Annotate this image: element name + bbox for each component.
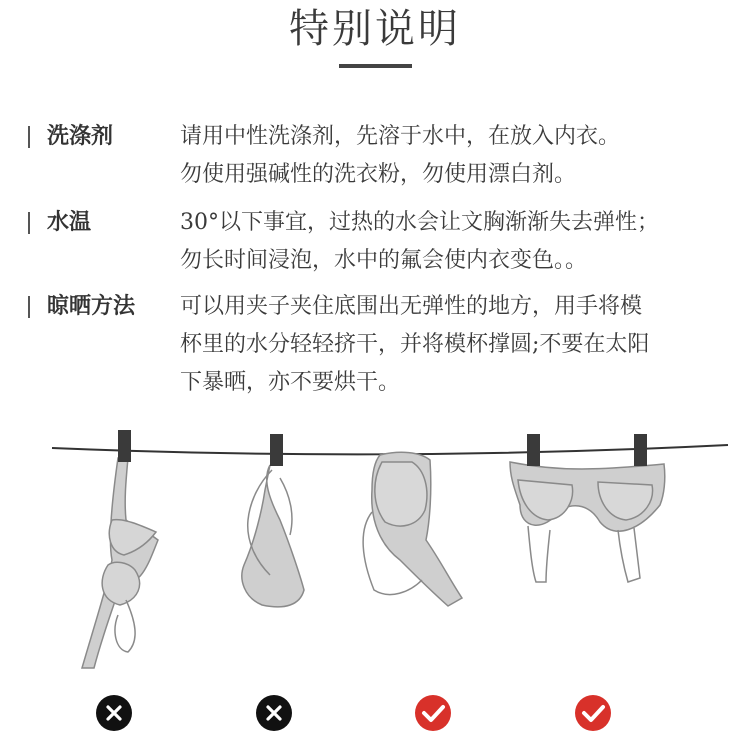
- title-underline: [339, 64, 412, 68]
- clothespin: [118, 430, 131, 462]
- care-label: 洗涤剂: [47, 124, 114, 149]
- check-icon: [575, 695, 611, 731]
- care-label: 水温: [47, 210, 92, 235]
- row-marker: [28, 212, 30, 234]
- clothespin: [527, 434, 540, 466]
- cross-icon: [96, 695, 132, 731]
- care-text: 请用中性洗涤剂，先溶于水中，在放入内衣。 勿使用强碱性的洗衣粉，勿使用漂白剂。: [180, 124, 621, 187]
- bra-hung-by-center: [242, 465, 304, 607]
- row-marker: [28, 126, 30, 148]
- check-icon: [415, 695, 451, 731]
- care-text: 30°以下事宜，过热的水会让文胸渐渐失去弹性； 勿长时间浸泡，水中的氟会使内衣变色。。: [180, 210, 659, 273]
- bra-hung-by-band: [363, 452, 462, 606]
- cross-icon: [256, 695, 292, 731]
- care-label: 晾晒方法: [47, 294, 136, 319]
- page-title: 特别说明: [289, 6, 461, 52]
- care-text: 可以用夹子夹住底围出无弹性的地方，用手将模 杯里的水分轻轻挤干，并将模杯撑圆;不要在太阳 下暴晒，亦不要烘干。: [180, 294, 650, 395]
- clothespin: [634, 434, 647, 466]
- clothespin: [270, 434, 283, 466]
- bra-hung-by-band-ends: [510, 462, 665, 582]
- bra-hung-by-strap: [82, 458, 158, 668]
- row-marker: [28, 296, 30, 318]
